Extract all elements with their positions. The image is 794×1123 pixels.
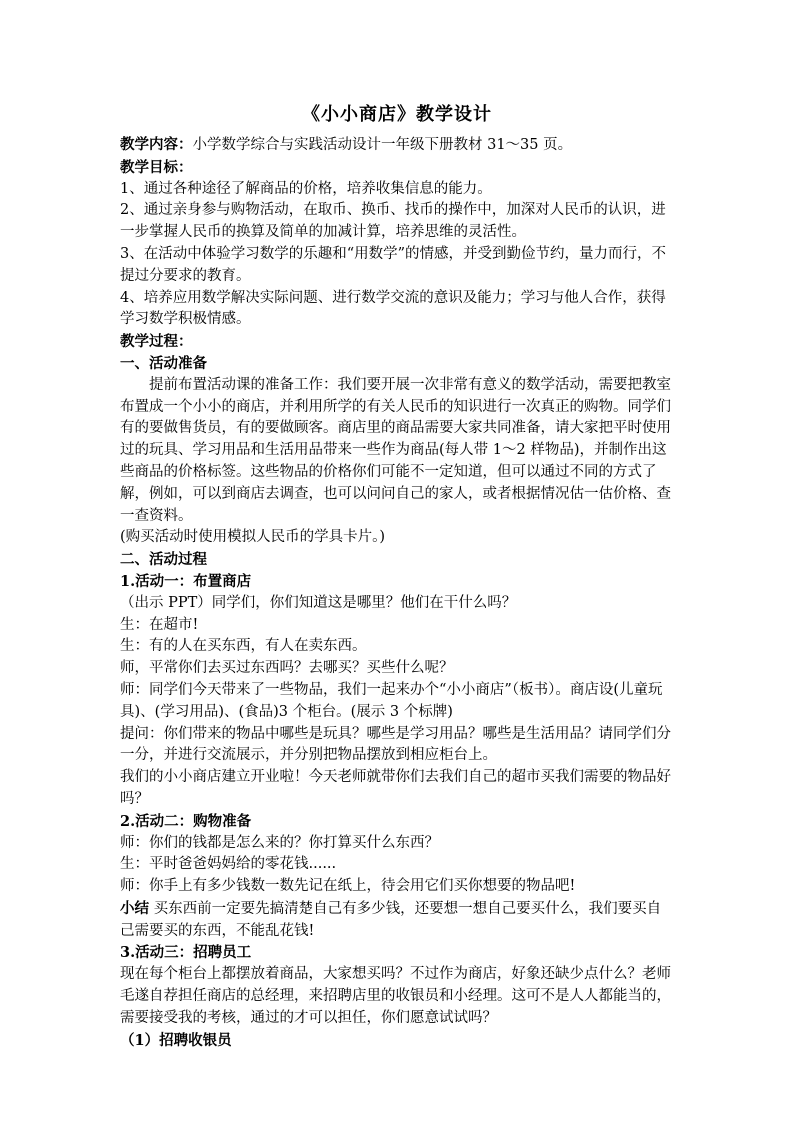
dialogue-line: 生：在超市!	[120, 616, 199, 633]
dialogue-line: （出示 PPT）同学们，你们知道这是哪里？他们在干什么吗？	[120, 594, 517, 611]
dialogue-line: 提问：你们带来的物品中哪些是玩具？哪些是学习用品？哪些是生活用品？请同学们分一分，并进行交流展示，并分别把物品摆放到相应柜台上。	[120, 725, 671, 764]
dialogue-line: 现在每个柜台上都摆放着商品，大家想买吗？不过作为商店，好象还缺少点什么？老师毛遂自荐担任商店的总经理，来招聘店里的收银员和小经理。这可不是人人都能当的，需要接受我的考核，通过的才可以担任，你们愿意试试吗？	[120, 966, 671, 1026]
dialogue-line: 生：有的人在买东西，有人在卖东西。	[120, 638, 367, 655]
document-title: 《小小商店》教学设计	[302, 104, 492, 125]
goal-item: 3、在活动中体验学习数学的乐趣和“用数学”的情感，并受到勤俭节约，量力而行，不提过分要求的教育。	[120, 245, 667, 284]
summary	[120, 898, 674, 943]
teaching-content	[120, 134, 674, 157]
summary-text: 买东西前一定要先搞清楚自己有多少钱，还要想一想自己要买什么，我们要买自己需要买的东西，不能乱花钱!	[120, 900, 662, 939]
content-label: 教学内容：	[120, 136, 193, 153]
dialogue-line: 师：你手上有多少钱数一数先记在纸上，待会用它们买你想要的物品吧!	[120, 878, 576, 895]
section2-heading: 二、活动过程	[120, 551, 207, 569]
section1-note: (购买活动时使用模拟人民币的学具卡片。)	[120, 529, 386, 546]
activity3-heading: 3.活动三：招聘员工	[120, 944, 252, 962]
dialogue-line: 师，平常你们去买过东西吗？去哪买？买些什么呢？	[120, 660, 454, 677]
dialogue-line: 我们的小小商店建立开业啦！今天老师就带你们去我们自己的超市买我们需要的物品好吗？	[120, 769, 671, 807]
sub1-heading: （1）招聘收银员	[120, 1031, 232, 1049]
summary-label: 小结	[120, 899, 149, 917]
activity2-heading: 2.活动二：购物准备	[120, 812, 252, 830]
content-text: 小学数学综合与实践活动设计一年级下册教材 31～35 页。	[192, 137, 573, 153]
dialogue-line: 师：同学们今天带来了一些物品，我们一起来办个“小小商店”（板书）。商店设(儿童玩具)、(学习用品)、(食品)3 个柜台。(展示 3 个标牌)	[120, 681, 663, 720]
goal-item: 1、通过各种途径了解商品的价格，培养收集信息的能力。	[120, 180, 492, 197]
goal-item: 4、培养应用数学解决实际问题、进行数学交流的意识及能力；学习与他人合作，获得学习数学积极情感。	[120, 289, 666, 328]
dialogue-line: 师：你们的钱都是怎么来的？你打算买什么东西？	[120, 834, 439, 851]
dialogue-line: 生：平时爸爸妈妈给的零花钱......	[120, 856, 337, 873]
goal-item: 2、通过亲身参与购物活动，在取币、换币、找币的操作中，加深对人民币的认识，进一步掌握人民币的换算及简单的加减计算，培养思维的灵活性。	[120, 202, 666, 241]
process-heading: 教学过程：	[120, 333, 193, 351]
section1-heading: 一、活动准备	[120, 354, 207, 372]
goals-heading: 教学目标：	[120, 158, 193, 176]
section1-paragraph: 提前布置活动课的准备工作：我们要开展一次非常有意义的数学活动，需要把教室布置成一个小小的商店，并利用所学的有关人民币的知识进行一次真正的购物。同学们有的要做售货员，有的要做顾客。商店里的商品需要大家共同准备，请大家把平时使用过的玩具、学习用品和生活用品带来一些作为商品(每人带 1～2 样物品)，并制作出这些商品的价格标签。这些物品的价格你们可能不一定知道，但可以通过不同的方式了解，例如，可以到商店去调查，也可以问问自己的家人，或者根据情况估一估价格、查一查资料。	[120, 376, 671, 524]
activity1-heading: 1.活动一：布置商店	[120, 572, 252, 590]
